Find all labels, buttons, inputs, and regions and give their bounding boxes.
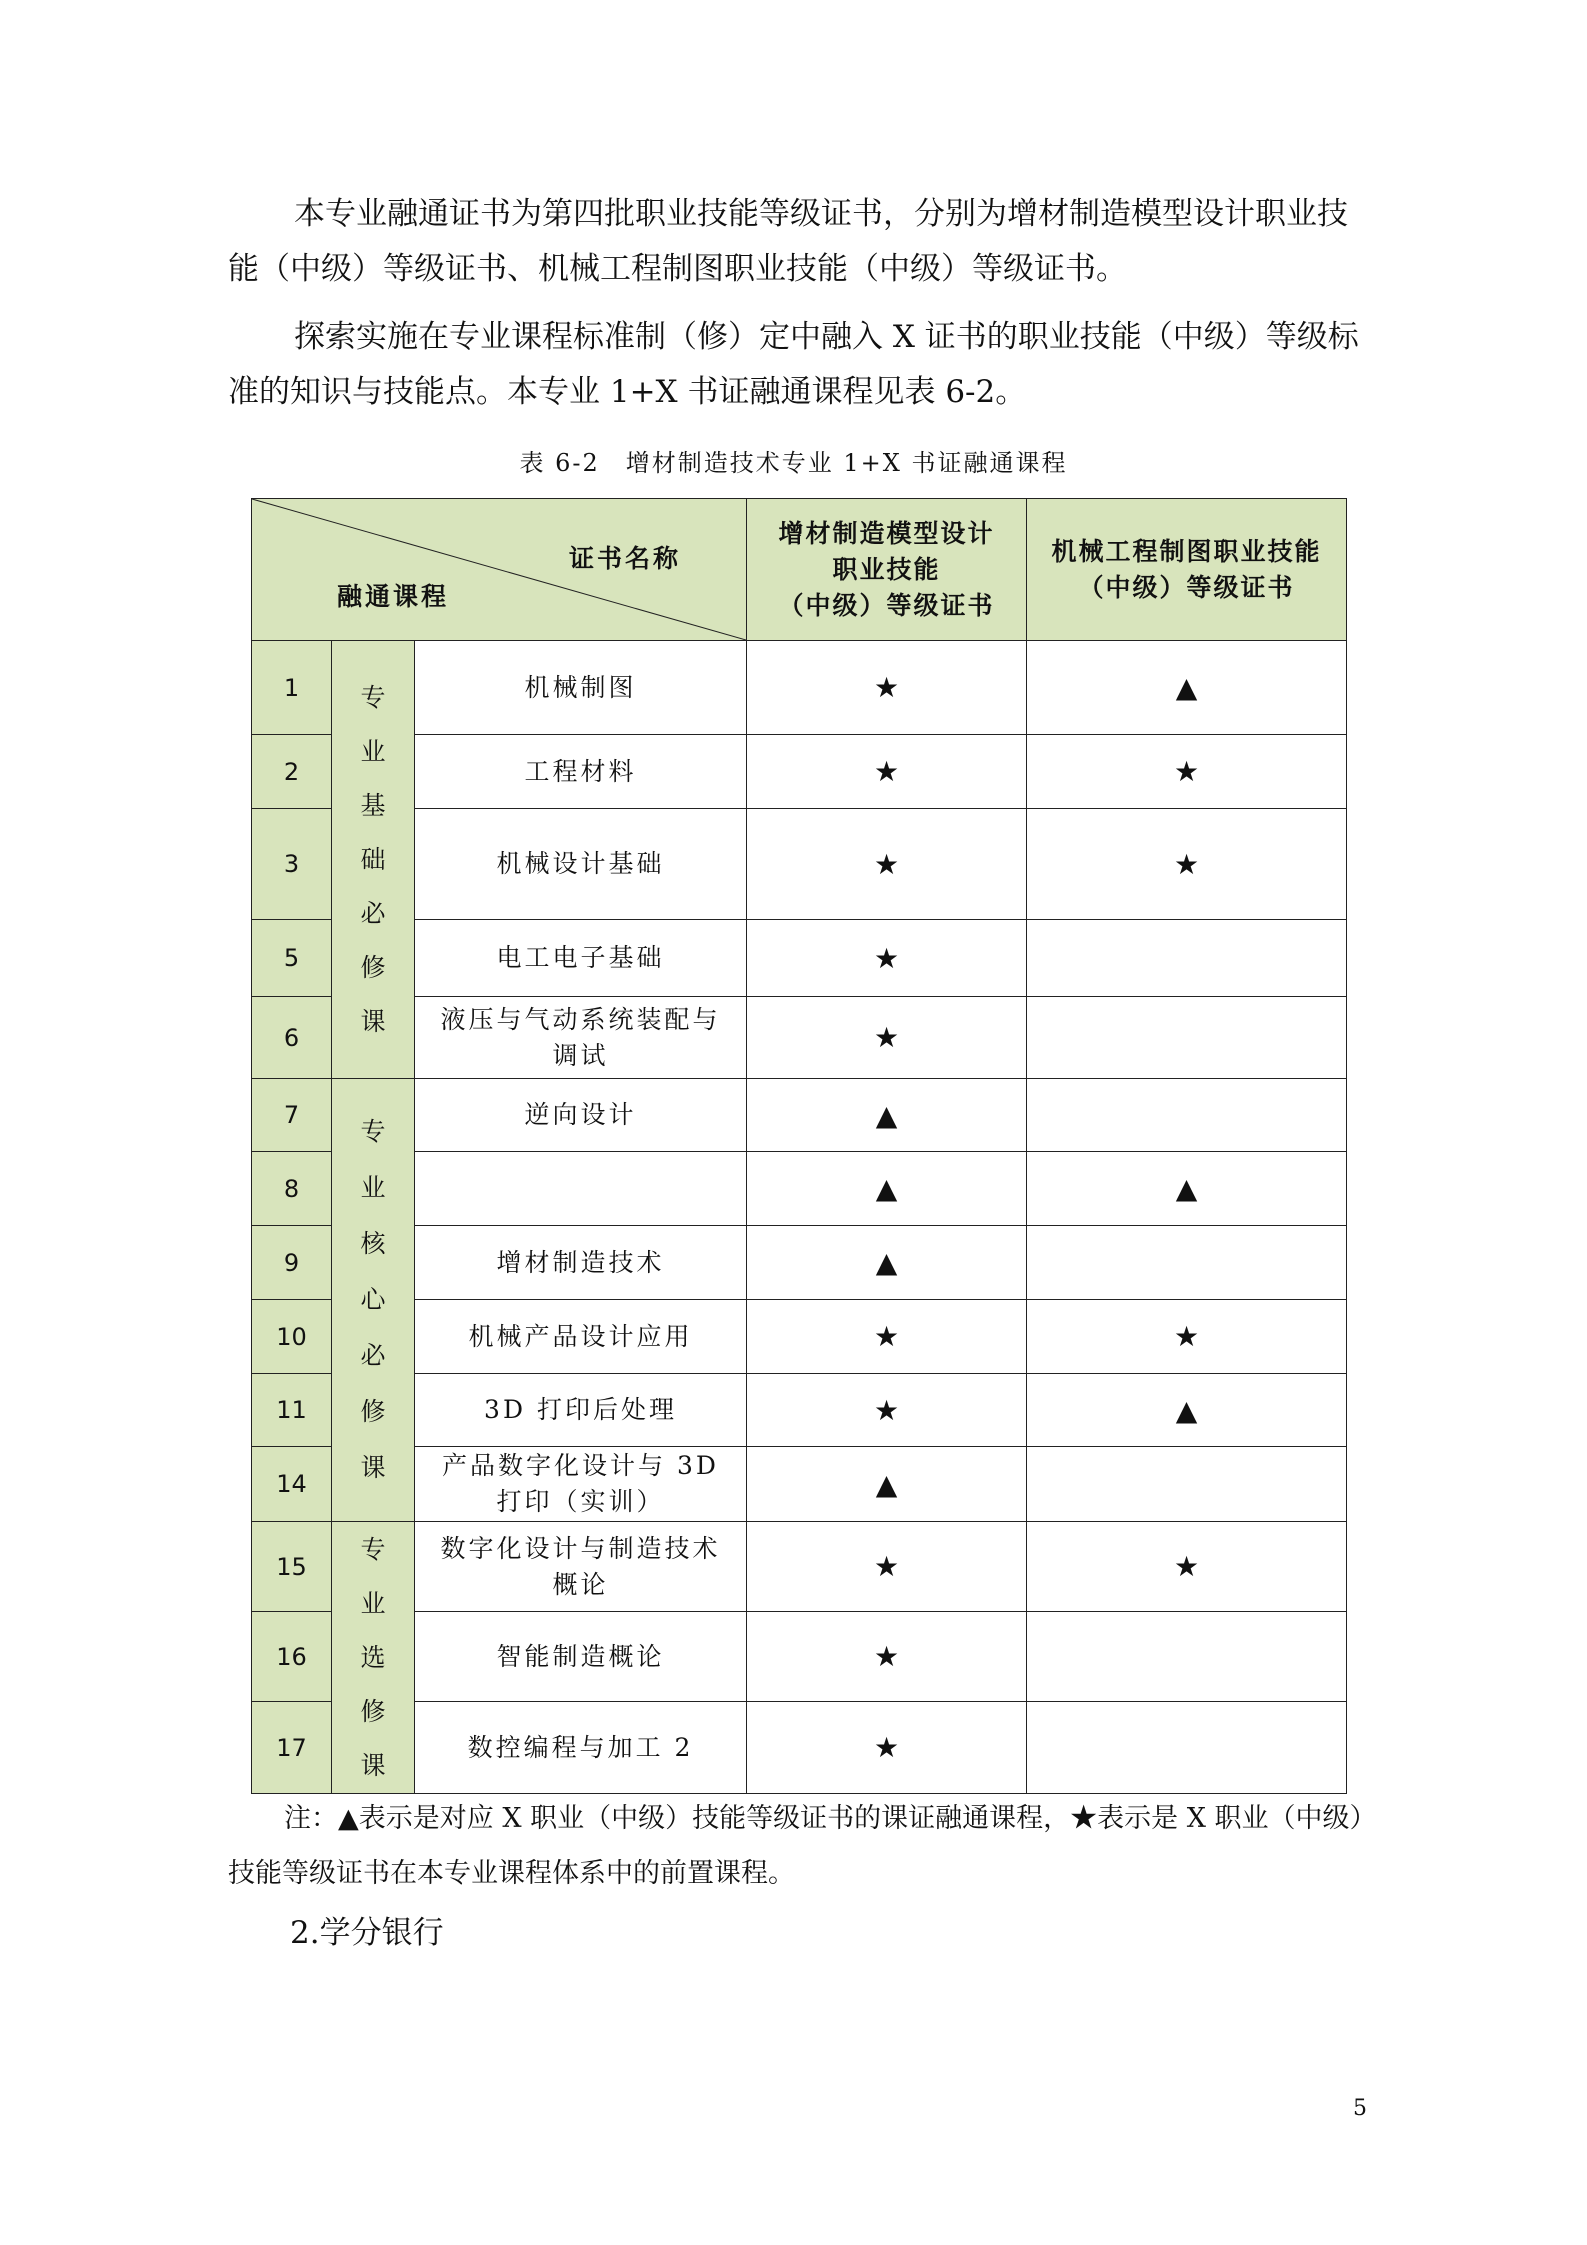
cert1-mark: ★ <box>747 997 1027 1079</box>
cert1-mark: ★ <box>747 1522 1027 1612</box>
course-name: 产品数字化设计与 3D 打印（实训） <box>415 1447 747 1522</box>
cert2-mark <box>1027 1612 1347 1702</box>
cert2-header <box>1027 499 1347 641</box>
cert1-header <box>747 499 1027 641</box>
table-row <box>252 1702 1347 1794</box>
category-char: 业 <box>360 1173 386 1202</box>
table-row <box>252 1447 1347 1522</box>
row-number: 9 <box>252 1226 332 1300</box>
cert2-header-line: 机械工程制图职业技能 <box>1051 536 1322 566</box>
category-char: 修 <box>360 1696 386 1726</box>
row-number: 17 <box>252 1702 332 1794</box>
table-row <box>252 1374 1347 1447</box>
course-name: 智能制造概论 <box>415 1612 747 1702</box>
row-number: 6 <box>252 997 332 1079</box>
cert2-mark <box>1027 1447 1347 1522</box>
category-char: 基 <box>360 790 386 820</box>
course-name: 数字化设计与制造技术概论 <box>415 1522 747 1612</box>
cert1-mark: ▲ <box>747 1079 1027 1152</box>
course-name: 机械产品设计应用 <box>415 1300 747 1374</box>
table-note <box>228 1791 1370 1901</box>
cert2-mark: ▲ <box>1027 1374 1347 1447</box>
course-name: 机械设计基础 <box>415 809 747 920</box>
category-char: 专 <box>360 1534 386 1564</box>
category-char: 修 <box>360 952 386 982</box>
cert2-mark: ▲ <box>1027 1152 1347 1226</box>
intro-paragraph <box>228 187 1370 297</box>
cert1-mark: ★ <box>747 920 1027 997</box>
cert2-mark: ★ <box>1027 1522 1347 1612</box>
cert2-mark <box>1027 997 1347 1079</box>
cert2-mark <box>1027 1702 1347 1794</box>
category-char: 课 <box>360 1006 386 1036</box>
cert1-header-line: 增材制造模型设计 <box>778 518 995 548</box>
certificate-course-table <box>251 498 1347 1794</box>
category-char: 业 <box>360 736 386 766</box>
category-char: 课 <box>360 1750 386 1780</box>
row-number: 14 <box>252 1447 332 1522</box>
cert2-mark <box>1027 1079 1347 1152</box>
cert2-mark: ▲ <box>1027 641 1347 735</box>
category-char: 选 <box>360 1642 386 1672</box>
category-char: 课 <box>360 1453 386 1482</box>
table-row <box>252 997 1347 1079</box>
category-foundation <box>332 641 415 1079</box>
table-note-text: 注：▲表示是对应 X 职业（中级）技能等级证书的课证融通课程，★表示是 X 职业（中级）技能等级证书在本专业课程体系中的前置课程。 <box>228 1803 1364 1889</box>
category-elective <box>332 1522 415 1794</box>
diagonal-header-cell <box>252 499 747 641</box>
row-number: 2 <box>252 735 332 809</box>
cert1-mark: ★ <box>747 1300 1027 1374</box>
table-row <box>252 1079 1347 1152</box>
row-number: 16 <box>252 1612 332 1702</box>
cert2-mark <box>1027 1226 1347 1300</box>
category-char: 础 <box>360 844 386 874</box>
table-row <box>252 920 1347 997</box>
page-number: 5 <box>1353 2096 1367 2121</box>
row-number: 8 <box>252 1152 332 1226</box>
course-name: 工程材料 <box>415 735 747 809</box>
course-name: 增材制造技术 <box>415 1226 747 1300</box>
category-core <box>332 1079 415 1522</box>
row-number: 5 <box>252 920 332 997</box>
cert2-mark: ★ <box>1027 1300 1347 1374</box>
cert2-mark: ★ <box>1027 809 1347 920</box>
row-number: 3 <box>252 809 332 920</box>
section-heading: 2.学分银行 <box>290 1915 444 1951</box>
category-char: 专 <box>360 1117 386 1146</box>
category-char: 必 <box>360 1341 386 1370</box>
cert2-header-line: （中级）等级证书 <box>1078 572 1295 602</box>
cert1-mark: ★ <box>747 735 1027 809</box>
category-char: 业 <box>360 1588 386 1618</box>
table-row <box>252 809 1347 920</box>
course-name: 3D 打印后处理 <box>415 1374 747 1447</box>
row-number: 1 <box>252 641 332 735</box>
cert2-mark <box>1027 920 1347 997</box>
course-name: 机械制图 <box>415 641 747 735</box>
intro-paragraph-text: 本专业融通证书为第四批职业技能等级证书，分别为增材制造模型设计职业技能（中级）等级证书、机械工程制图职业技能（中级）等级证书。 <box>228 196 1348 287</box>
table-row <box>252 641 1347 735</box>
category-char: 核 <box>360 1229 386 1258</box>
cert1-mark: ★ <box>747 1374 1027 1447</box>
table-row <box>252 735 1347 809</box>
row-number: 11 <box>252 1374 332 1447</box>
cert1-mark: ▲ <box>747 1152 1027 1226</box>
cert1-mark: ★ <box>747 1702 1027 1794</box>
cert1-mark: ▲ <box>747 1226 1027 1300</box>
course-name: 逆向设计 <box>415 1079 747 1152</box>
category-char: 必 <box>360 898 386 928</box>
cert1-header-line: （中级）等级证书 <box>778 590 995 620</box>
table-row <box>252 1612 1347 1702</box>
row-number: 10 <box>252 1300 332 1374</box>
explore-paragraph <box>228 310 1370 420</box>
cert1-mark: ★ <box>747 1612 1027 1702</box>
table-caption: 表 6-2 增材制造技术专业 1+X 书证融通课程 <box>519 449 1068 477</box>
cert1-header-line: 职业技能 <box>832 554 941 584</box>
row-number: 15 <box>252 1522 332 1612</box>
row-number: 7 <box>252 1079 332 1152</box>
course-name: 数控编程与加工 2 <box>415 1702 747 1794</box>
cert1-mark: ★ <box>747 809 1027 920</box>
cert2-mark: ★ <box>1027 735 1347 809</box>
explore-paragraph-text: 探索实施在专业课程标准制（修）定中融入 X 证书的职业技能（中级）等级标准的知识与技能点。本专业 1+X 书证融通课程见表 6-2。 <box>228 319 1359 410</box>
cert1-mark: ▲ <box>747 1447 1027 1522</box>
table-row <box>252 1152 1347 1226</box>
certificate-name-label: 证书名称 <box>569 544 682 573</box>
category-char: 心 <box>360 1285 386 1314</box>
table-row <box>252 1522 1347 1612</box>
course-name: 液压与气动系统装配与调试 <box>415 997 747 1079</box>
table-row <box>252 1300 1347 1374</box>
course-name <box>415 1152 747 1226</box>
table-row <box>252 1226 1347 1300</box>
cert1-mark: ★ <box>747 641 1027 735</box>
course-name: 电工电子基础 <box>415 920 747 997</box>
course-label: 融通课程 <box>337 582 450 611</box>
category-char: 专 <box>360 682 386 712</box>
category-char: 修 <box>360 1397 386 1426</box>
